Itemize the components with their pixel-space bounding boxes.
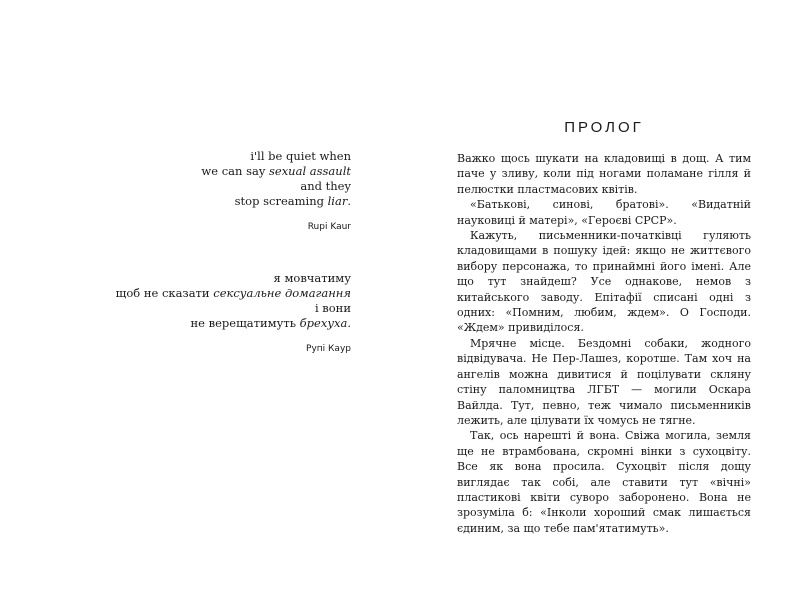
paragraph: Мрячне місце. Бездомні собаки, жодного відвідувача. Не Пер-Лашез, коротше. Там хоч на ангелів можна дивитися й поцілувати скляну стіну паломництва ЛГБТ — могили Оскара Вайлда. Тут, певно, теж чимало письменників лежить, але цілувати їх чомусь не тягне. <box>457 336 751 427</box>
epigraph-line: не верещатимуть брехуха. <box>190 316 351 330</box>
epigraph-english <box>201 149 351 233</box>
paragraph: Кажуть, письменники-початківці гуляють кладовищами в пошуку ідей: якщо не життєвого вибору персонажа, то принаймні його імені. Але що тут знайдеш? Усе однакове, немов з китайського заводу. Епітафії списані одні з одних: «Помним, любим, ждем». О Господи. «Ждем» привиділося. <box>457 229 751 335</box>
epigraph-line: and they <box>300 179 351 193</box>
epigraph-author: Rupi Kaur <box>307 222 351 232</box>
paragraph: Так, ось нарешті й вона. Свіжа могила, земля ще не втрамбована, скромні вінки з сухоцвіту. Все як вона просила. Сухоцвіт після дощу виглядає так собі, але ставити тут «вічні» пластикові квіти суворо заборонено. Вона не зрозуміла б: «Інколи хороший смак лишається єдиним, за що тебе пам'ятатимуть». <box>457 429 751 535</box>
paragraph: «Батькові, синові, братові». «Видатній науковиці й матері», «Героєві СРСР». <box>457 198 751 227</box>
epigraph-line: щоб не сказати сексуальне домагання <box>115 286 351 300</box>
epigraph-line: stop screaming liar. <box>234 194 351 208</box>
epigraph-author: Рупі Каур <box>306 344 351 354</box>
epigraph-line: we can say sexual assault <box>201 164 351 178</box>
epigraph-ukrainian <box>116 271 351 355</box>
epigraph-line: я мовчатиму <box>273 271 351 285</box>
chapter-body <box>457 151 751 536</box>
epigraph-line: i'll be quiet when <box>250 149 351 163</box>
paragraph: Важко щось шукати на кладовищі в дощ. А тим паче у зливу, коли під ногами поламане гілля й пелюстки пластмасових квітів. <box>457 152 751 196</box>
epigraph-line: і вони <box>314 301 351 315</box>
chapter-title: ПРОЛОГ <box>564 119 644 136</box>
